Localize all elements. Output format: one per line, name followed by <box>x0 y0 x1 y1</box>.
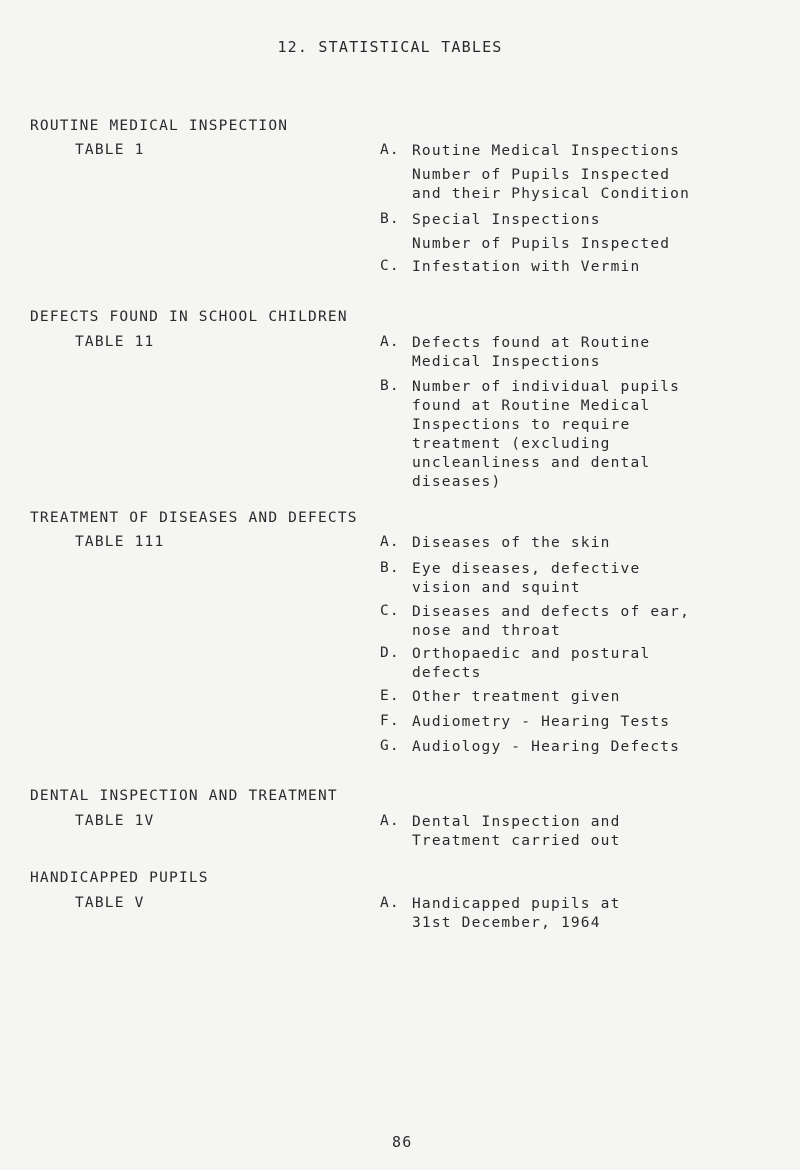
section-title: DENTAL INSPECTION AND TREATMENT <box>30 788 338 804</box>
entry-line: Defects found at Routine <box>412 335 651 351</box>
table-label: TABLE 111 <box>75 534 165 550</box>
entry-line: Inspections to require <box>412 417 631 433</box>
entry-line: Orthopaedic and postural <box>412 646 651 662</box>
entry-line: Special Inspections <box>412 212 601 228</box>
entry-line: Number of Pupils Inspected <box>412 167 671 183</box>
entry-line: Dental Inspection and <box>412 814 621 830</box>
entry-letter: F. <box>380 713 400 729</box>
entry-line: Audiology - Hearing Defects <box>412 739 681 755</box>
entry-letter: A. <box>380 334 400 350</box>
entry-line: Diseases and defects of ear, <box>412 604 691 620</box>
entry-line: Number of Pupils Inspected <box>412 236 671 252</box>
entry-line: Eye diseases, defective <box>412 561 641 577</box>
entry-line: Medical Inspections <box>412 354 601 370</box>
entry-line: found at Routine Medical <box>412 398 651 414</box>
entry-line: Handicapped pupils at <box>412 896 621 912</box>
entry-letter: B. <box>380 211 400 227</box>
entry-line: Diseases of the skin <box>412 535 611 551</box>
entry-line: nose and throat <box>412 623 561 639</box>
entry-letter: B. <box>380 560 400 576</box>
page-heading: 12. STATISTICAL TABLES <box>277 38 503 56</box>
entry-letter: C. <box>380 258 400 274</box>
entry-line: defects <box>412 665 482 681</box>
section-title: TREATMENT OF DISEASES AND DEFECTS <box>30 510 358 526</box>
entry-line: vision and squint <box>412 580 581 596</box>
entry-line: Routine Medical Inspections <box>412 143 681 159</box>
section-title: HANDICAPPED PUPILS <box>30 870 209 886</box>
entry-line: 31st December, 1964 <box>412 915 601 931</box>
table-label: TABLE 1 <box>75 142 145 158</box>
entry-line: Infestation with Vermin <box>412 259 641 275</box>
entry-letter: A. <box>380 534 400 550</box>
entry-line: Treatment carried out <box>412 833 621 849</box>
entry-letter: A. <box>380 142 400 158</box>
section-title: DEFECTS FOUND IN SCHOOL CHILDREN <box>30 309 348 325</box>
table-label: TABLE V <box>75 895 145 911</box>
entry-letter: B. <box>380 378 400 394</box>
entry-letter: D. <box>380 645 400 661</box>
entry-letter: E. <box>380 688 400 704</box>
entry-line: diseases) <box>412 474 502 490</box>
table-label: TABLE 11 <box>75 334 155 350</box>
entry-letter: C. <box>380 603 400 619</box>
page-number: 86 <box>392 1133 413 1151</box>
entry-letter: A. <box>380 813 400 829</box>
table-label: TABLE 1V <box>75 813 155 829</box>
entry-line: Other treatment given <box>412 689 621 705</box>
entry-letter: A. <box>380 895 400 911</box>
entry-line: Number of individual pupils <box>412 379 681 395</box>
entry-line: uncleanliness and dental <box>412 455 651 471</box>
entry-letter: G. <box>380 738 400 754</box>
entry-line: treatment (excluding <box>412 436 611 452</box>
entry-line: Audiometry - Hearing Tests <box>412 714 671 730</box>
entry-line: and their Physical Condition <box>412 186 691 202</box>
section-title: ROUTINE MEDICAL INSPECTION <box>30 118 289 134</box>
